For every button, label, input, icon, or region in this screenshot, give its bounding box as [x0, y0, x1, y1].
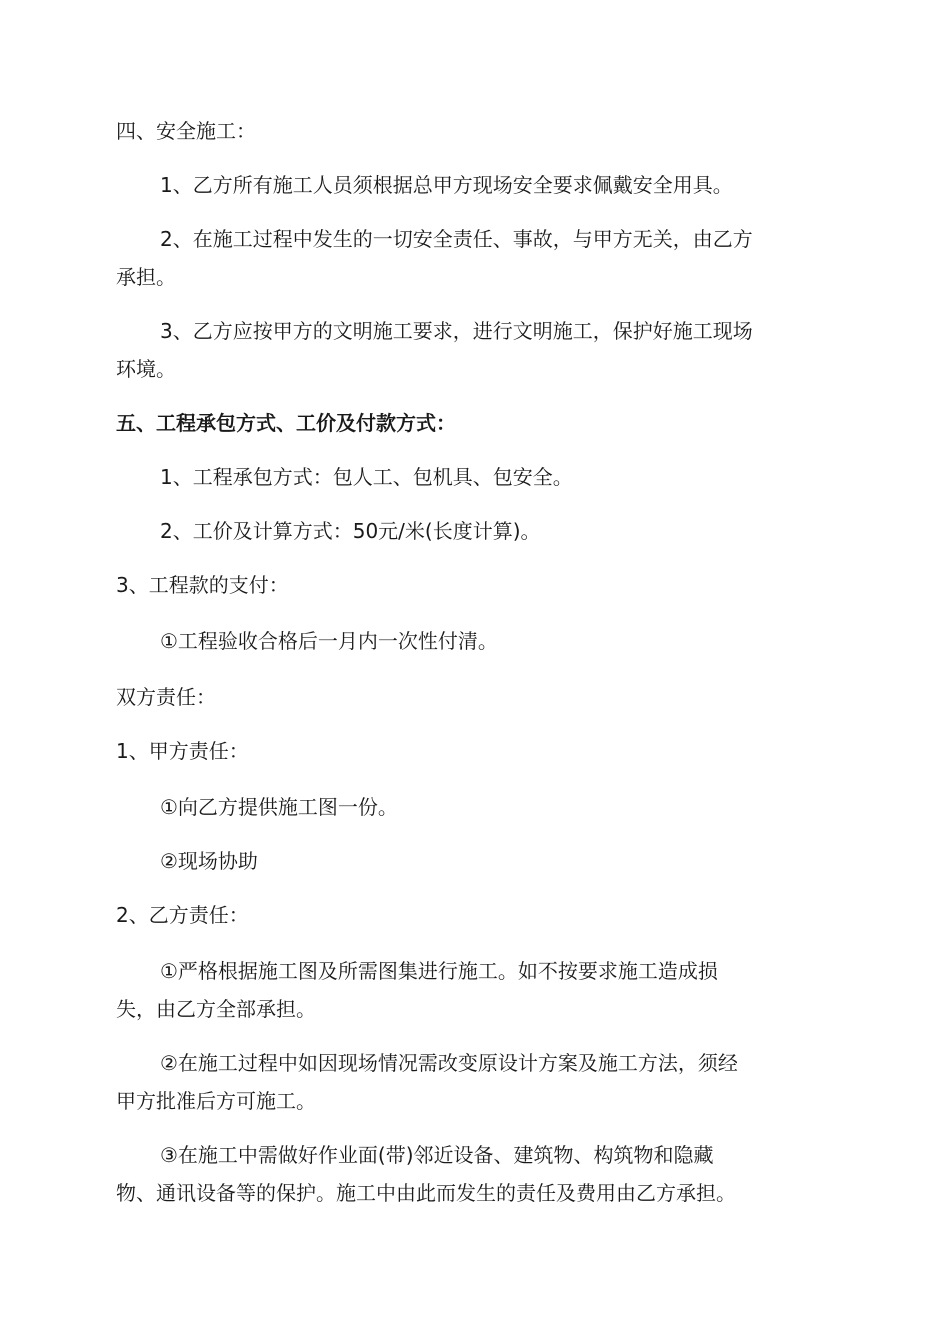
party-b-item-3: ③在施工中需做好作业面(带)邻近设备、建筑物、构筑物和隐藏: [160, 1143, 714, 1167]
section-5-item-3-sub-1: ①工程验收合格后一月内一次性付清。: [160, 629, 498, 653]
section-5-item-3: 3、工程款的支付：: [116, 573, 289, 597]
section-4-item-3: 3、乙方应按甲方的文明施工要求，进行文明施工，保护好施工现场: [160, 319, 753, 343]
party-b-item-1-continuation: 失，由乙方全部承担。: [116, 997, 316, 1021]
section-4-item-1: 1、乙方所有施工人员须根据总甲方现场安全要求佩戴安全用具。: [160, 173, 733, 197]
responsibility-title: 双方责任：: [116, 685, 216, 709]
section-5-title: 五、工程承包方式、工价及付款方式：: [116, 411, 456, 435]
section-4-item-3-continuation: 环境。: [116, 357, 176, 381]
party-b-item-2-continuation: 甲方批准后方可施工。: [116, 1089, 316, 1113]
section-4-item-2-continuation: 承担。: [116, 265, 176, 289]
section-4-title: 四、安全施工：: [116, 119, 256, 143]
party-b-item-1: ①严格根据施工图及所需图集进行施工。如不按要求施工造成损: [160, 959, 718, 983]
party-b-title: 2、乙方责任：: [116, 903, 249, 927]
section-4-item-2: 2、在施工过程中发生的一切安全责任、事故，与甲方无关，由乙方: [160, 227, 753, 251]
party-a-title: 1、甲方责任：: [116, 739, 249, 763]
section-5-item-2: 2、工价及计算方式：50元/米(长度计算)。: [160, 519, 541, 543]
party-b-item-2: ②在施工过程中如因现场情况需改变原设计方案及施工方法，须经: [160, 1051, 738, 1075]
party-a-item-1: ①向乙方提供施工图一份。: [160, 795, 398, 819]
party-a-item-2: ②现场协助: [160, 849, 258, 873]
section-5-item-1: 1、工程承包方式：包人工、包机具、包安全。: [160, 465, 573, 489]
party-b-item-3-continuation: 物、通讯设备等的保护。施工中由此而发生的责任及费用由乙方承担。: [116, 1181, 736, 1205]
